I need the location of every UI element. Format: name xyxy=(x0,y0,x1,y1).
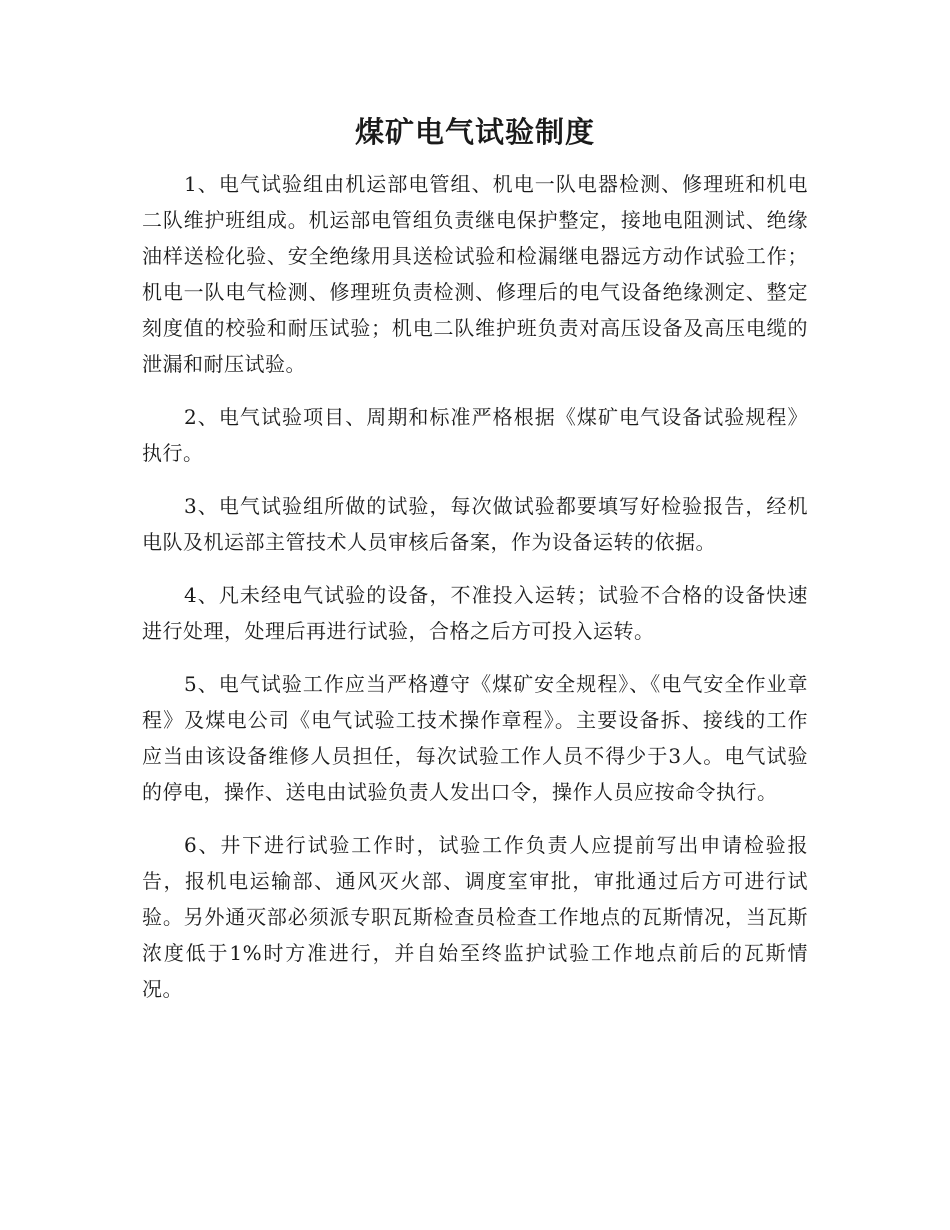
paragraph-5: 5、电气试验工作应当严格遵守《煤矿安全规程》、《电气安全作业章程》及煤电公司《电气试验工技术操作章程》。主要设备拆、接线的工作应当由该设备维修人员担任，每次试验工作人员不得少于3人。电气试验的停电，操作、送电由试验负责人发出口令，操作人员应按命令执行。 xyxy=(142,672,808,804)
paragraph-1: 1、电气试验组由机运部电管组、机电一队电器检测、修理班和机电二队维护班组成。机运部电管组负责继电保护整定，接地电阻测试、绝缘油样送检化验、安全绝缘用具送检试验和检漏继电器远方动作试验工作；机电一队电气检测、修理班负责检测、修理后的电气设备绝缘测定、整定刻度值的校验和耐压试验；机电二队维护班负责对高压设备及高压电缆的泄漏和耐压试验。 xyxy=(142,172,808,376)
paragraph-2: 2、电气试验项目、周期和标准严格根据《煤矿电气设备试验规程》执行。 xyxy=(142,405,808,465)
document-body xyxy=(142,166,808,1024)
paragraph-4: 4、凡未经电气试验的设备，不准投入运转；试验不合格的设备快速进行处理，处理后再进行试验，合格之后方可投入运转。 xyxy=(142,583,808,643)
document-title: 煤矿电气试验制度 xyxy=(354,115,595,149)
paragraph-6: 6、井下进行试验工作时，试验工作负责人应提前写出申请检验报告，报机电运输部、通风灭火部、调度室审批，审批通过后方可进行试验。另外通灭部必须派专职瓦斯检查员检查工作地点的瓦斯情况，当瓦斯浓度低于1%时方准进行，并自始至终监护试验工作地点前后的瓦斯情况。 xyxy=(142,833,808,1001)
paragraph-3: 3、电气试验组所做的试验，每次做试验都要填写好检验报告，经机电队及机运部主管技术人员审核后备案，作为设备运转的依据。 xyxy=(142,494,808,554)
